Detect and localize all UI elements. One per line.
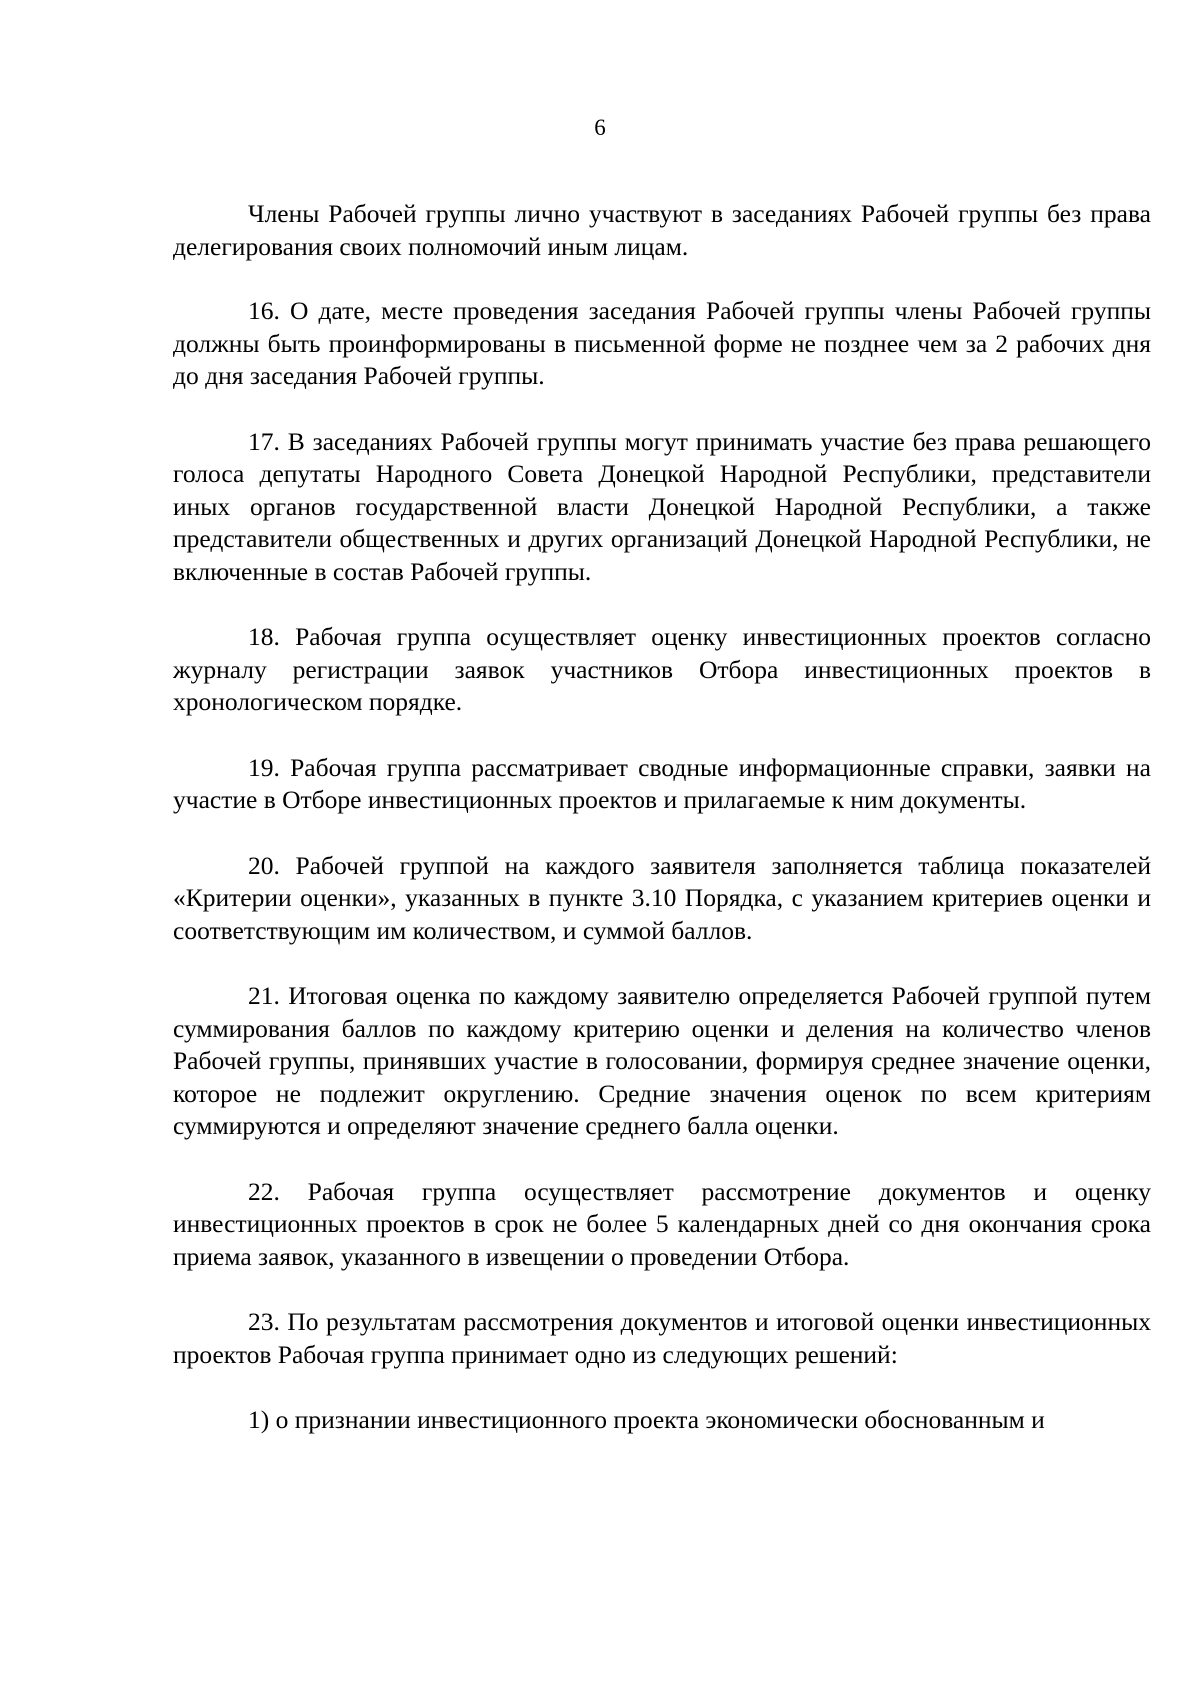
paragraph-members-participation: Члены Рабочей группы лично участвуют в заседаниях Рабочей группы без права делегирования своих полномочий иным лицам. (173, 199, 1151, 261)
paragraph-23-item-1: 1) о признании инвестиционного проекта экономически обоснованным и (248, 1405, 1045, 1434)
paragraph-22: 22. Рабочая группа осуществляет рассмотрение документов и оценку инвестиционных проектов в срок не более 5 календарных дней со дня окончания срока приема заявок, указанного в извещении о проведении Отбора. (173, 1176, 1151, 1271)
page-number: 6 (594, 115, 606, 140)
paragraph-21: 21. Итоговая оценка по каждому заявителю определяется Рабочей группой путем суммирования баллов по каждому критерию оценки и деления на количество членов Рабочей группы, принявших участие в голосовании, формируя среднее значение оценки, которое не подлежит округлению. Средние значения оценок по всем критериям суммируются и определяют значение среднего балла оценки. (173, 981, 1151, 1140)
paragraph-18: 18. Рабочая группа осуществляет оценку инвестиционных проектов согласно журналу регистрации заявок участников Отбора инвестиционных проектов в хронологическом порядке. (173, 622, 1151, 716)
document-body (173, 198, 1151, 1437)
paragraph-17: 17. В заседаниях Рабочей группы могут принимать участие без права решающего голоса депутаты Народного Совета Донецкой Народной Республики, представители иных органов государственной власти Донецкой Народной Республики, а также представители общественных и других организаций Донецкой Народной Республики, не включенные в состав Рабочей группы. (173, 426, 1151, 586)
paragraph-16: 16. О дате, месте проведения заседания Рабочей группы члены Рабочей группы должны быть проинформированы в письменной форме не позднее чем за 2 рабочих дня до дня заседания Рабочей группы. (173, 296, 1151, 390)
paragraph-20: 20. Рабочей группой на каждого заявителя заполняется таблица показателей «Критерии оценки», указанных в пункте 3.10 Порядка, с указанием критериев оценки и соответствующим им количеством, и суммой баллов. (173, 850, 1151, 945)
paragraph-19: 19. Рабочая группа рассматривает сводные информационные справки, заявки на участие в Отборе инвестиционных проектов и прилагаемые к ним документы. (173, 752, 1151, 814)
paragraph-23: 23. По результатам рассмотрения документов и итоговой оценки инвестиционных проектов Рабочая группа принимает одно из следующих решений: (173, 1307, 1151, 1369)
